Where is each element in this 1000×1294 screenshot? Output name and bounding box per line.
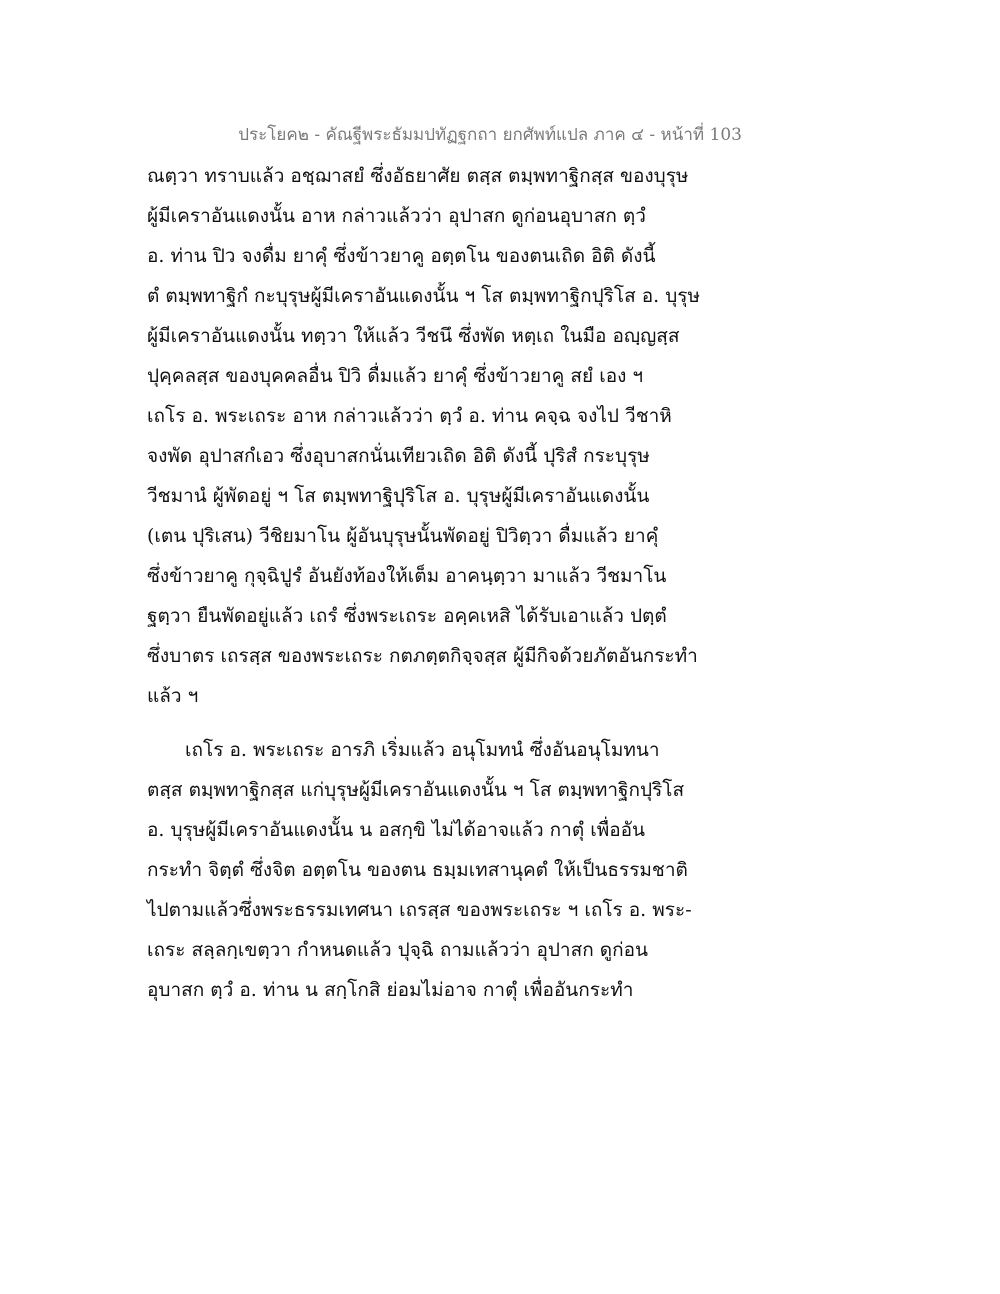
text-line: วีชมานํ ผู้พัดอยู่ ฯ โส ตมฺพทาฐิปุริโส อ. บุรุษผู้มีเคราอันแดงนั้น <box>147 485 650 507</box>
text-line: ปุคฺคลสฺส ของบุคคลอื่น ปิวิ ดื่มแล้ว ยาคุํ ซึ่งข้าวยาคู สยํ เอง ฯ <box>147 365 644 387</box>
text-line: ซึ่งบาตร เถรสฺส ของพระเถระ กตภตฺตกิจฺจสฺส ผู้มีกิจด้วยภัตอันกระทำ <box>147 645 698 667</box>
text-line: ผู้มีเคราอันแดงนั้น ทตฺวา ให้แล้ว วีชนึ ซึ่งพัด หตฺเถ ในมือ อญฺญสฺส <box>147 325 680 347</box>
text-line: ผู้มีเคราอันแดงนั้น อาห กล่าวแล้วว่า อุปาสก ดูก่อนอุบาสก ตฺวํ <box>147 205 646 227</box>
text-line: (เตน ปุริเสน) วีชิยมาโน ผู้อันบุรุษนั้นพัดอยู่ ปิวิตฺวา ดื่มแล้ว ยาคุํ <box>147 525 659 547</box>
text-line: ณตฺวา ทราบแล้ว อชฺฌาสยํ ซึ่งอัธยาศัย ตสฺส ตมฺพทาฐิกสฺส ของบุรุษ <box>147 165 689 187</box>
body-text <box>147 156 727 1010</box>
text-line-indented: เถโร อ. พระเถระ อารภิ เริ่มแล้ว อนุโมทนํ ซึ่งอันอนุโมทนา <box>185 739 660 761</box>
text-line: ฐตฺวา ยืนพัดอยู่แล้ว เถรํ ซึ่งพระเถระ อคฺคเหสิ ได้รับเอาแล้ว ปตฺตํ <box>147 605 667 627</box>
text-line: ตํ ตมฺพทาฐิกํ กะบุรุษผู้มีเคราอันแดงนั้น ฯ โส ตมฺพทาฐิกปุริโส อ. บุรุษ <box>147 285 701 307</box>
text-line: เถระ สลฺลกฺเขตฺวา กำหนดแล้ว ปุจฺฉิ ถามแล้วว่า อุปาสก ดูก่อน <box>147 939 648 961</box>
text-line: กระทำ จิตฺตํ ซึ่งจิต อตฺตโน ของตน ธมฺมเทสานุคตํ ให้เป็นธรรมชาติ <box>147 859 688 881</box>
text-line: แล้ว ฯ <box>147 685 199 707</box>
text-line: ไปตามแล้วซึ่งพระธรรมเทศนา เถรสฺส ของพระเถระ ฯ เถโร อ. พระ- <box>147 899 692 921</box>
paragraph-spacer <box>147 716 727 730</box>
text-line: ซึ่งข้าวยาคู กุจฺฉิปูรํ อันยังท้องให้เต็ม อาคนฺตฺวา มาแล้ว วีชมาโน <box>147 565 667 587</box>
text-line: อ. ท่าน ปิว จงดื่ม ยาคุํ ซึ่งข้าวยาคู อตฺตโน ของตนเถิด อิติ ดังนี้ <box>147 245 656 267</box>
text-line: อ. บุรุษผู้มีเคราอันแดงนั้น น อสกฺขิ ไม่ได้อาจแล้ว กาตุํ เพื่ออัน <box>147 819 646 841</box>
text-line: เถโร อ. พระเถระ อาห กล่าวแล้วว่า ตฺวํ อ. ท่าน คจฺฉ จงไป วีชาหิ <box>147 405 672 427</box>
text-line: จงพัด อุปาสกํเอว ซึ่งอุบาสกนั่นเทียวเถิด อิติ ดังนี้ ปุริสํ กระบุรุษ <box>147 445 650 467</box>
text-line: อุบาสก ตฺวํ อ. ท่าน น สกฺโกสิ ย่อมไม่อาจ กาตุํ เพื่ออันกระทำ <box>147 979 634 1001</box>
paragraph-1 <box>147 156 727 716</box>
running-header: ประโยค๒ - คัณฐีพระธัมมปทัฏฐกถา ยกศัพท์แปล ภาค ๔ - หน้าที่ 103 <box>238 125 742 145</box>
paragraph-2 <box>147 730 727 1010</box>
text-line: ตสฺส ตมฺพทาฐิกสฺส แก่บุรุษผู้มีเคราอันแดงนั้น ฯ โส ตมฺพทาฐิกปุริโส <box>147 779 685 801</box>
